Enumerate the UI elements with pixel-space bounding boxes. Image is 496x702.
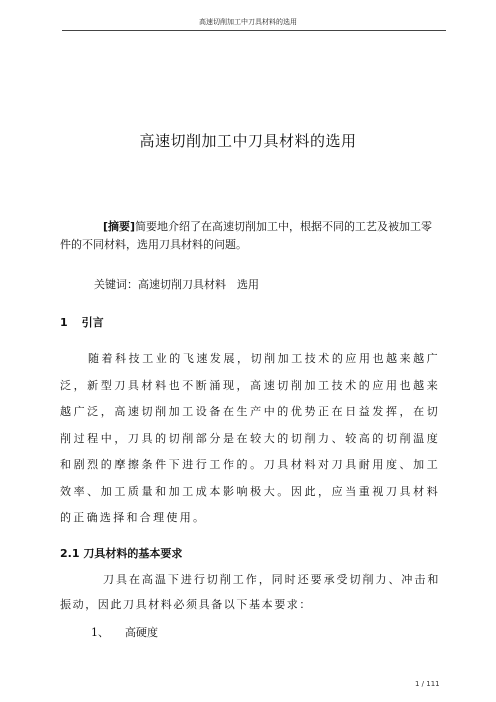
body-paragraph: 随着科技工业的飞速发展，切削加工技术的应用也越来越广泛，新型刀具材料也不断涌现，高速切削加工技术的应用也越来越广泛，高速切削加工设备在生产中的优势正在日益发挥，在切削过程中，刀具的切削部分是在较大的切削力、较高的切削温度和剧烈的摩擦条件下进行工作的。刀具材料对刀具耐用度、加工效率、加工质量和加工成本影响极大。因此，应当重视刀具材料的正确选择和合理使用。: [60, 352, 440, 524]
keywords-label: 关键词: [94, 278, 127, 291]
abstract: [60, 218, 440, 254]
running-header: 高速切削加工中刀具材料的选用: [199, 18, 297, 26]
keywords-separator: ：: [127, 278, 138, 291]
keywords: [94, 277, 259, 293]
section-number: 1: [60, 316, 68, 329]
subsection-heading: 2.1 刀具材料的基本要求: [60, 547, 183, 560]
body-paragraph: 刀具在高温下进行切削工作，同时还要承受切削力、冲击和振动，因此刀具材料必须具备以下基本要求：: [60, 573, 440, 611]
abstract-text: 简要地介绍了在高速切削加工中，根据不同的工艺及被加工零件的不同材料，选用刀具材料的问题。: [60, 220, 433, 251]
page-number: 1 / 111: [415, 680, 440, 688]
section-title: 引言: [81, 316, 104, 329]
keywords-text: 高速切削刀具材料 选用: [138, 278, 259, 291]
list-item: [91, 624, 158, 640]
header-divider: [62, 30, 446, 31]
document-title: 高速切削加工中刀具材料的选用: [139, 132, 357, 150]
section-heading: [60, 314, 104, 330]
list-item-number: 1、: [91, 626, 109, 639]
list-item-text: 高硬度: [125, 626, 158, 639]
abstract-label: [摘要]: [103, 220, 136, 233]
